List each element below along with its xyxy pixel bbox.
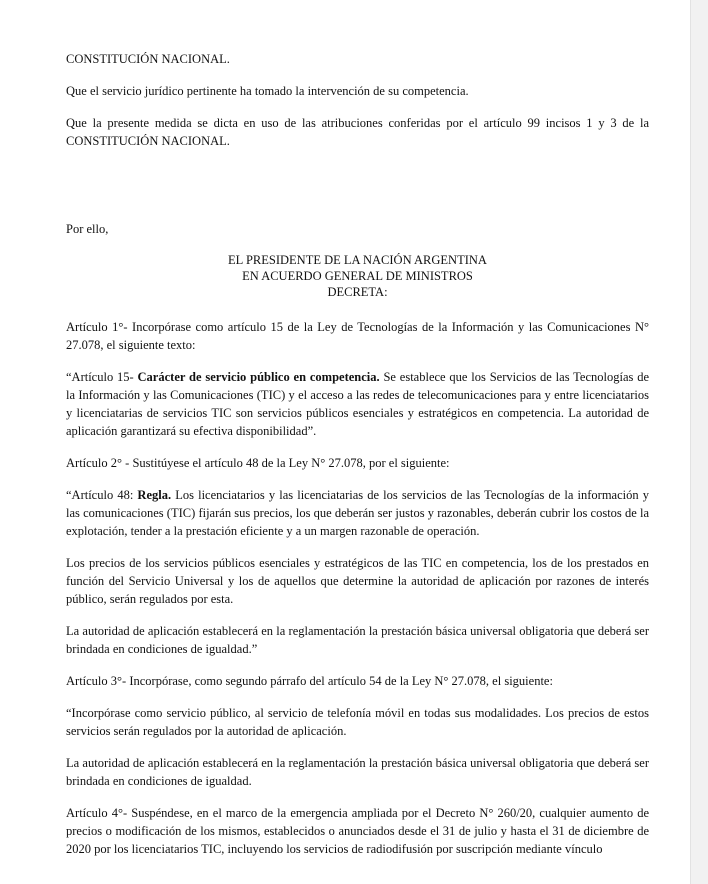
article-48-prefix: “Artículo 48: bbox=[66, 488, 138, 502]
article-54-paragraph-2: La autoridad de aplicación establecerá en la reglamentación la prestación básica universal obligatoria que deberá ser brindada en condiciones de igualdad. bbox=[66, 756, 649, 788]
document-body bbox=[66, 50, 649, 872]
article-15-prefix: “Artículo 15- bbox=[66, 370, 138, 384]
article-48-title: Regla. bbox=[137, 488, 172, 502]
article-48-paragraph-3: La autoridad de aplicación establecerá en la reglamentación la prestación básica universal obligatoria que deberá ser brindada en condiciones de igualdad.” bbox=[66, 624, 649, 656]
article-48-text bbox=[66, 486, 649, 540]
paragraph-medida: Que la presente medida se dicta en uso de las atribuciones conferidas por el artículo 99 incisos 1 y 3 de la CONSTITUCIÓN NACIONAL. bbox=[66, 116, 649, 148]
decree-heading bbox=[66, 252, 649, 300]
article-1-intro: Artículo 1°- Incorpórase como artículo 15 de la Ley de Tecnologías de la Información y las Comunicaciones N° 27.078, el siguiente texto: bbox=[66, 320, 649, 352]
paragraph-por-ello: Por ello, bbox=[66, 222, 109, 236]
article-2-intro: Artículo 2° - Sustitúyese el artículo 48 de la Ley N° 27.078, por el siguiente: bbox=[66, 456, 450, 470]
article-3-intro: Artículo 3°- Incorpórase, como segundo párrafo del artículo 54 de la Ley N° 27.078, el siguiente: bbox=[66, 674, 553, 688]
heading-line-1: EL PRESIDENTE DE LA NACIÓN ARGENTINA bbox=[228, 253, 487, 267]
heading-line-3: DECRETA: bbox=[327, 285, 388, 299]
article-48-body: Los licenciatarios y las licenciatarias de los servicios de las Tecnologías de la información y las comunicaciones (TIC) fijarán sus precios, los que deberán ser justos y razonables, deberán cubrir los costos de la explotación, tender a la prestación eficiente y a un margen razonable de operación. bbox=[66, 488, 649, 538]
article-54-paragraph-1: “Incorpórase como servicio público, al servicio de telefonía móvil en todas sus modalidades. Los precios de estos servicios serán regulados por la autoridad de aplicación. bbox=[66, 706, 649, 738]
article-15-text bbox=[66, 368, 649, 440]
vertical-scrollbar[interactable] bbox=[690, 0, 708, 884]
paragraph-constitucion: CONSTITUCIÓN NACIONAL. bbox=[66, 52, 230, 66]
article-15-body: Se establece que los Servicios de las Tecnologías de la Información y las Comunicaciones (TIC) y el acceso a las redes de telecomunicaciones para y entre licenciatarios y licenciatarias de servicios TIC son servicios públicos esenciales y estratégicos en competencia. La autoridad de aplicación garantizará su efectiva disponibilidad”. bbox=[66, 370, 649, 438]
article-48-paragraph-2: Los precios de los servicios públicos esenciales y estratégicos de las TIC en competencia, los de los prestados en función del Servicio Universal y los de aquellos que determine la autoridad de aplicación por razones de interés público, serán regulados por esta. bbox=[66, 556, 649, 606]
article-15-title: Carácter de servicio público en competencia. bbox=[137, 370, 380, 384]
heading-line-2: EN ACUERDO GENERAL DE MINISTROS bbox=[242, 269, 473, 283]
paragraph-servicio-juridico: Que el servicio jurídico pertinente ha tomado la intervención de su competencia. bbox=[66, 84, 469, 98]
article-4-text: Artículo 4°- Suspéndese, en el marco de la emergencia ampliada por el Decreto N° 260/20, cualquier aumento de precios o modificación de los mismos, establecidos o anunciados desde el 31 de julio y hasta el 31 de diciembre de 2020 por los licenciatarios TIC, incluyendo los servicios de radiodifusión por suscripción mediante vínculo bbox=[66, 806, 649, 856]
